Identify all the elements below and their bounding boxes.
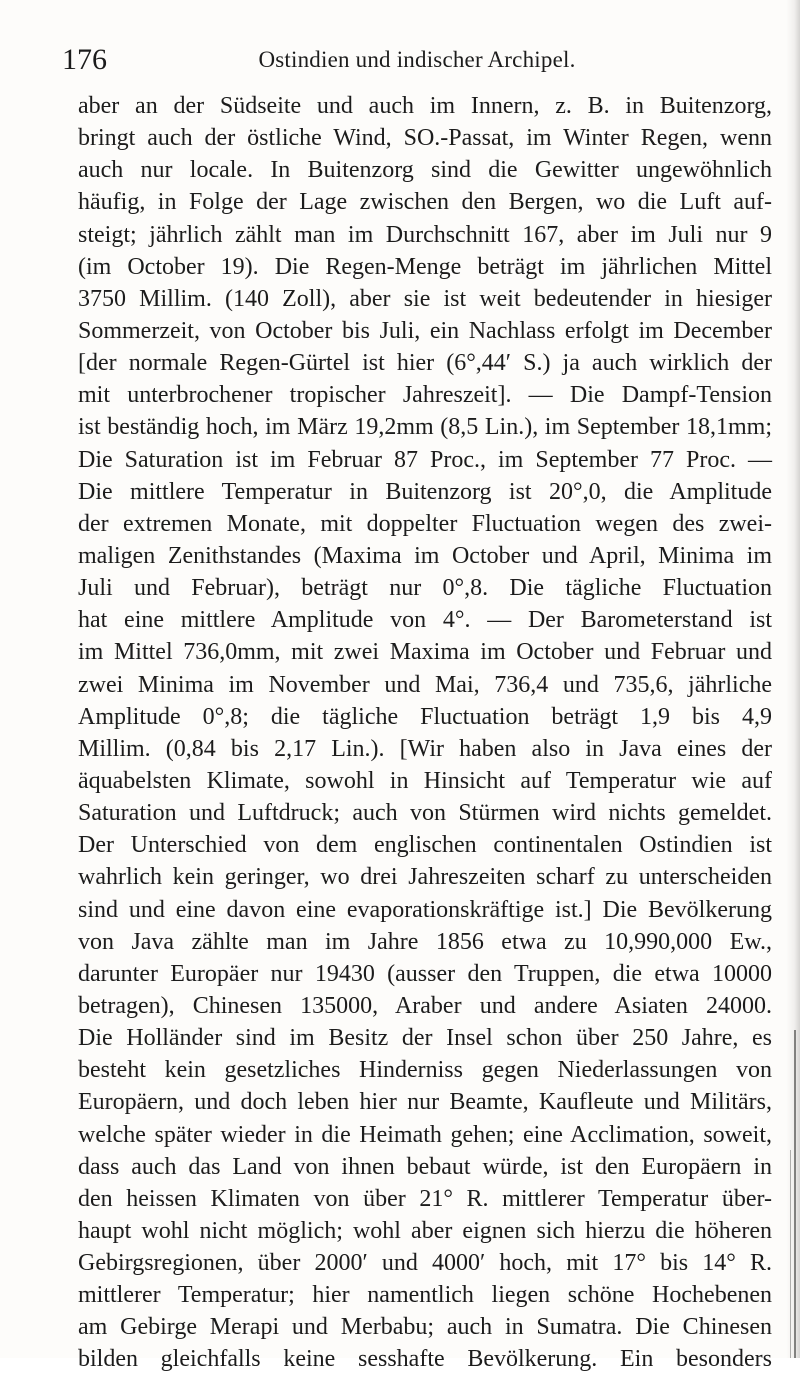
text-line: am Gebirge Merapi und Merbabu; auch in Sumatra. Die Chinesen bbox=[78, 1314, 772, 1341]
text-line: Saturation und Luftdruck; auch von Stürmen wird nichts gemeldet. bbox=[78, 800, 772, 827]
text-line: Die Holländer sind im Besitz der Insel schon über 250 Jahre, es bbox=[78, 1025, 772, 1052]
text-line: bringt auch der östliche Wind, SO.-Passat, im Winter Regen, wenn bbox=[78, 125, 772, 152]
text-line: von Java zählte man im Jahre 1856 etwa zu 10,990,000 Ew., bbox=[78, 928, 772, 955]
text-line: häufig, in Folge der Lage zwischen den Bergen, wo die Luft auf- bbox=[78, 189, 772, 216]
text-line: steigt; jährlich zählt man im Durchschnitt 167, aber im Juli nur 9 bbox=[78, 221, 772, 248]
text-line: mit unterbrochener tropischer Jahreszeit]. — Die Dampf-Tension bbox=[78, 382, 772, 409]
text-line: wahrlich kein geringer, wo drei Jahreszeiten scharf zu unterscheiden bbox=[78, 864, 772, 891]
text-line: (im October 19). Die Regen-Menge beträgt im jährlichen Mittel bbox=[78, 253, 772, 280]
text-line: Millim. (0,84 bis 2,17 Lin.). [Wir haben also in Java eines der bbox=[78, 735, 772, 762]
text-line: den heissen Klimaten von über 21° R. mittlerer Temperatur über- bbox=[78, 1185, 772, 1212]
text-line: Amplitude 0°,8; die tägliche Fluctuation beträgt 1,9 bis 4,9 bbox=[78, 703, 772, 730]
text-line: Gebirgsregionen, über 2000′ und 4000′ hoch, mit 17° bis 14° R. bbox=[78, 1250, 772, 1277]
text-line: Juli und Februar), beträgt nur 0°,8. Die tägliche Fluctuation bbox=[78, 575, 772, 602]
text-line: der extremen Monate, mit doppelter Fluctuation wegen des zwei- bbox=[78, 510, 772, 537]
text-line: sind und eine davon eine evaporationskräftige ist.] Die Bevölkerung bbox=[78, 896, 772, 923]
text-line: welche später wieder in die Heimath gehen; eine Acclimation, soweit, bbox=[78, 1121, 772, 1148]
text-line: dass auch das Land von ihnen bebaut würde, ist den Europäern in bbox=[78, 1153, 772, 1180]
text-line: besteht kein gesetzliches Hinderniss gegen Niederlassungen von bbox=[78, 1057, 772, 1084]
text-line: ist beständig hoch, im März 19,2mm (8,5 Lin.), im September 18,1mm; bbox=[78, 414, 772, 441]
page-number: 176 bbox=[62, 43, 107, 76]
page-header bbox=[62, 42, 772, 78]
text-line: Der Unterschied von dem englischen continentalen Ostindien ist bbox=[78, 832, 772, 859]
text-line: betragen), Chinesen 135000, Araber und andere Asiaten 24000. bbox=[78, 992, 772, 1019]
text-line: zwei Minima im November und Mai, 736,4 und 735,6, jährliche bbox=[78, 671, 772, 698]
text-line: auch nur locale. In Buitenzorg sind die Gewitter ungewöhnlich bbox=[78, 157, 772, 184]
text-line: haupt wohl nicht möglich; wohl aber eignen sich hierzu die höheren bbox=[78, 1217, 772, 1244]
text-line: aber an der Südseite und auch im Innern, z. B. in Buitenzorg, bbox=[78, 93, 772, 119]
text-line: Die Saturation ist im Februar 87 Proc., im September 77 Proc. — bbox=[78, 446, 772, 473]
text-line: Sommerzeit, von October bis Juli, ein Nachlass erfolgt im December bbox=[78, 317, 772, 344]
text-line: äquabelsten Klimate, sowohl in Hinsicht auf Temperatur wie auf bbox=[78, 767, 772, 794]
text-line: bilden gleichfalls keine sesshafte Bevölkerung. Ein besonders bbox=[78, 1346, 772, 1373]
page-edge-line bbox=[794, 1030, 796, 1358]
page-edge-shadow bbox=[786, 0, 800, 1358]
text-line: Die mittlere Temperatur in Buitenzorg ist 20°,0, die Amplitude bbox=[78, 478, 772, 505]
running-title: Ostindien und indischer Archipel. bbox=[258, 47, 576, 72]
text-line: Europäern, und doch leben hier nur Beamte, Kaufleute und Militärs, bbox=[78, 1089, 772, 1116]
body-text bbox=[78, 90, 772, 1376]
text-line: darunter Europäer nur 19430 (ausser den Truppen, die etwa 10000 bbox=[78, 960, 772, 987]
text-line: maligen Zenithstandes (Maxima im October und April, Minima im bbox=[78, 542, 772, 569]
text-line: mittlerer Temperatur; hier namentlich liegen schöne Hochebenen bbox=[78, 1282, 772, 1309]
text-line: 3750 Millim. (140 Zoll), aber sie ist weit bedeutender in hiesiger bbox=[78, 285, 772, 312]
text-line: [der normale Regen-Gürtel ist hier (6°,44′ S.) ja auch wirklich der bbox=[78, 350, 772, 377]
text-line: im Mittel 736,0mm, mit zwei Maxima im October und Februar und bbox=[78, 639, 772, 666]
text-line: hat eine mittlere Amplitude von 4°. — Der Barometerstand ist bbox=[78, 607, 772, 634]
page-edge-line bbox=[790, 1150, 791, 1358]
